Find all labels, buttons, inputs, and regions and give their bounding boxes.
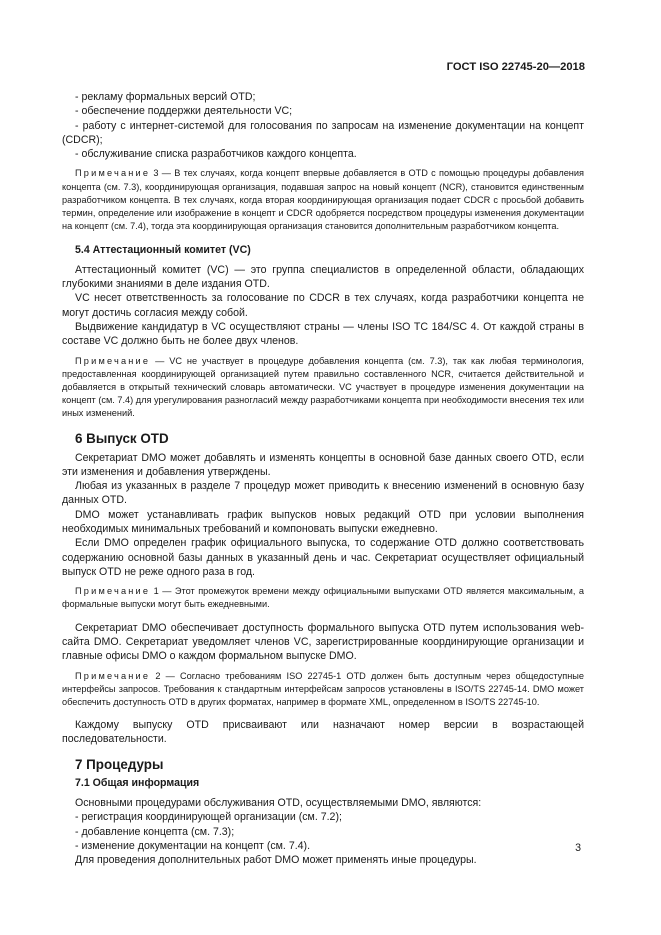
section-7-1-title: 7.1 Общая информация (75, 776, 200, 789)
section-5-4-title: 5.4 Аттестационный комитет (VC) (75, 243, 251, 256)
note-label: Примечание (75, 670, 151, 681)
paragraph: Аттестационный комитет (VC) — это группа специалистов в определенной области, обладающих глубокими знаниями в деле издания OTD. (62, 263, 584, 291)
paragraph: Любая из указанных в разделе 7 процедур может приводить к внесению изменений в основную базу данных OTD. (62, 480, 584, 507)
note-6-1 (62, 585, 584, 611)
paragraph: Выдвижение кандидатур в VC осуществляют страны — члены ISO TC 184/SC 4. От каждой страны в составе VC должно быть не более двух членов. (62, 320, 584, 348)
note-label: Примечание (75, 168, 151, 179)
note-6-2 (62, 670, 584, 710)
section-6-title: 6 Выпуск OTD (75, 430, 169, 446)
paragraph: DMO может устанавливать график выпусков новых редакций OTD при условии выполнения необходимых минимальных требований и компоновать выпуски ежедневно. (62, 508, 584, 536)
note-text: 3 — В тех случаях, когда концепт впервые добавляется в OTD с помощью процедуры добавления концепта (см. 7.3), координирующая организация, подавшая запрос на новый концепт (NCR), становится единственным разработчиком концепта. В тех случаях, когда вторая координирующая организация подает CDCR с просьбой добавить термин, определение или изображение в концепт и CDCR одобряется посредством процедуры изменения документации на концепт (см. 7.4), тогда эта координирующая организация становится дополнительным разработчиком концепта. (62, 168, 584, 232)
note-3 (62, 167, 584, 233)
paragraph: VC несет ответственность за голосование по CDCR в тех случаях, когда разработчики концепта не могут достичь согласия между собой. (62, 292, 584, 319)
note-text: 2 — Согласно требованиям ISO 22745-1 OTD должен быть доступным через общедоступные интерфейсы запросов. Требования к стандартным интерфейсам запросов установлены в ISO/TS 22745-14. DMO может обеспечить доступность OTD в других форматах, например в формате XML, определенном в ISO/TS 22745-10. (62, 670, 584, 707)
paragraph: Секретариат DMO обеспечивает доступность формального выпуска OTD путем использования web-сайта DMO. Секретариат уведомляет членов VC, зарегистрированные координирующие организации и главные офисы DMO о каждом формальном выпуске DMO. (62, 621, 584, 663)
page-number: 3 (575, 842, 581, 854)
note-label: Примечание (75, 586, 151, 597)
note-5-4 (62, 355, 584, 421)
list-item: - регистрация координирующей организации (см. 7.2); (75, 811, 342, 824)
paragraph: Секретариат DMO может добавлять и изменять концепты в основной базе данных своего OTD, если эти изменения и добавления утверждены. (62, 451, 584, 478)
list-item: - рекламу формальных версий OTD; (75, 91, 256, 103)
list-item: - обеспечение поддержки деятельности VC; (75, 105, 293, 118)
list-item: - работу с интернет-системой для голосования по запросам на изменение документации на концепт (CDCR); (62, 119, 584, 146)
section-7-title: 7 Процедуры (75, 756, 164, 772)
document-body (62, 90, 584, 868)
paragraph: Для проведения дополнительных работ DMO может применять иные процедуры. (75, 854, 477, 867)
note-text: 1 — Этот промежуток времени между официальными выпусками OTD является максимальным, а формальные выпуски могут быть ежедневными. (62, 586, 584, 610)
paragraph: Каждому выпуску OTD присваивают или назначают номер версии в возрастающей последовательности. (62, 719, 584, 746)
paragraph: Если DMO определен график официального выпуска, то содержание OTD должно соответствовать содержанию основной базы данных в указанный день и час. Секретариат осуществляет официальный выпуск OTD не реже одного раза в год. (62, 537, 584, 578)
list-item: - обслуживание списка разработчиков каждого концепта. (75, 148, 357, 161)
note-label: Примечание (75, 355, 151, 366)
document-code-header: ГОСТ ISO 22745-20—2018 (446, 61, 585, 73)
note-text: — VC не участвует в процедуре добавления концепта (см. 7.3), так как любая терминология, предоставленная координирующей организацией путем правильно составленного NCR, считается действительной и добавляется в открытый технический словарь автоматически. VC участвует в процедуре изменения документации на концепт (см. 7.4) для урегулирования разногласий между разработчиками концепта при необходимости внесения тех или иных изменений. (62, 355, 584, 419)
list-item: - добавление концепта (см. 7.3); (75, 825, 235, 838)
paragraph: Основными процедурами обслуживания OTD, осуществляемыми DMO, являются: (75, 797, 482, 810)
list-item: - изменение документации на концепт (см. 7.4). (75, 839, 311, 852)
